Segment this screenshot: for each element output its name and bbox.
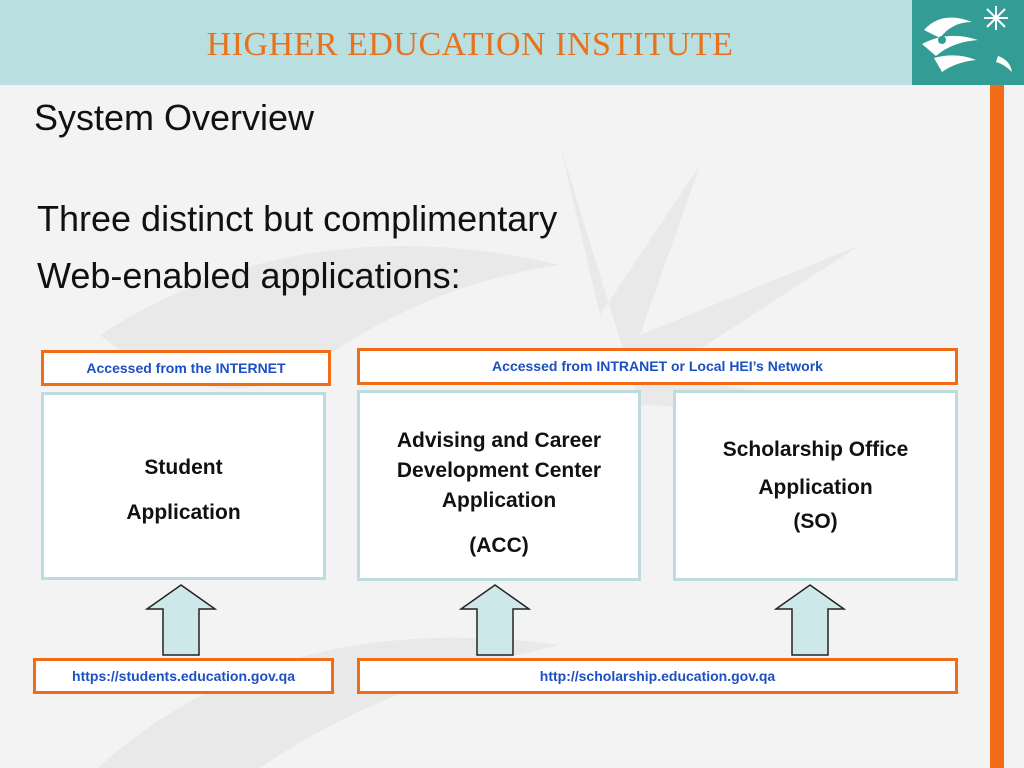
subtitle	[37, 190, 557, 304]
slide-title: System Overview	[34, 97, 315, 138]
intranet-access-label: Accessed from INTRANET or Local HEI’s Network	[357, 348, 958, 385]
logo	[912, 0, 1024, 85]
acc-application-box	[357, 390, 641, 581]
up-arrow-icon	[774, 583, 846, 657]
header-bar	[0, 0, 912, 85]
student-app-line-1: Student	[144, 456, 223, 479]
up-arrow-icon	[145, 583, 217, 657]
so-app-line-1: Scholarship Office	[722, 438, 909, 461]
acc-app-line-4: (ACC)	[469, 534, 529, 557]
institute-title: HIGHER EDUCATION INSTITUTE	[206, 26, 734, 63]
acc-app-line-3: Application	[441, 489, 557, 512]
up-arrow-icon	[459, 583, 531, 657]
bird-star-logo-icon	[912, 0, 1024, 85]
internet-access-label: Accessed from the INTERNET	[41, 350, 331, 386]
student-app-line-2: Application	[126, 501, 241, 524]
accent-stripe	[990, 85, 1004, 768]
so-app-line-3: (SO)	[793, 510, 838, 533]
so-application-box	[673, 390, 958, 581]
student-application-box	[41, 392, 326, 580]
acc-app-line-1: Advising and Career	[396, 429, 602, 452]
subtitle-line-2: Web-enabled applications:	[37, 255, 461, 296]
subtitle-line-1: Three distinct but complimentary	[37, 198, 558, 239]
students-url-link[interactable]: https://students.education.gov.qa	[33, 658, 334, 694]
acc-app-line-2: Development Center	[396, 459, 602, 482]
scholarship-url-link[interactable]: http://scholarship.education.gov.qa	[357, 658, 958, 694]
so-app-line-2: Application	[758, 476, 873, 499]
